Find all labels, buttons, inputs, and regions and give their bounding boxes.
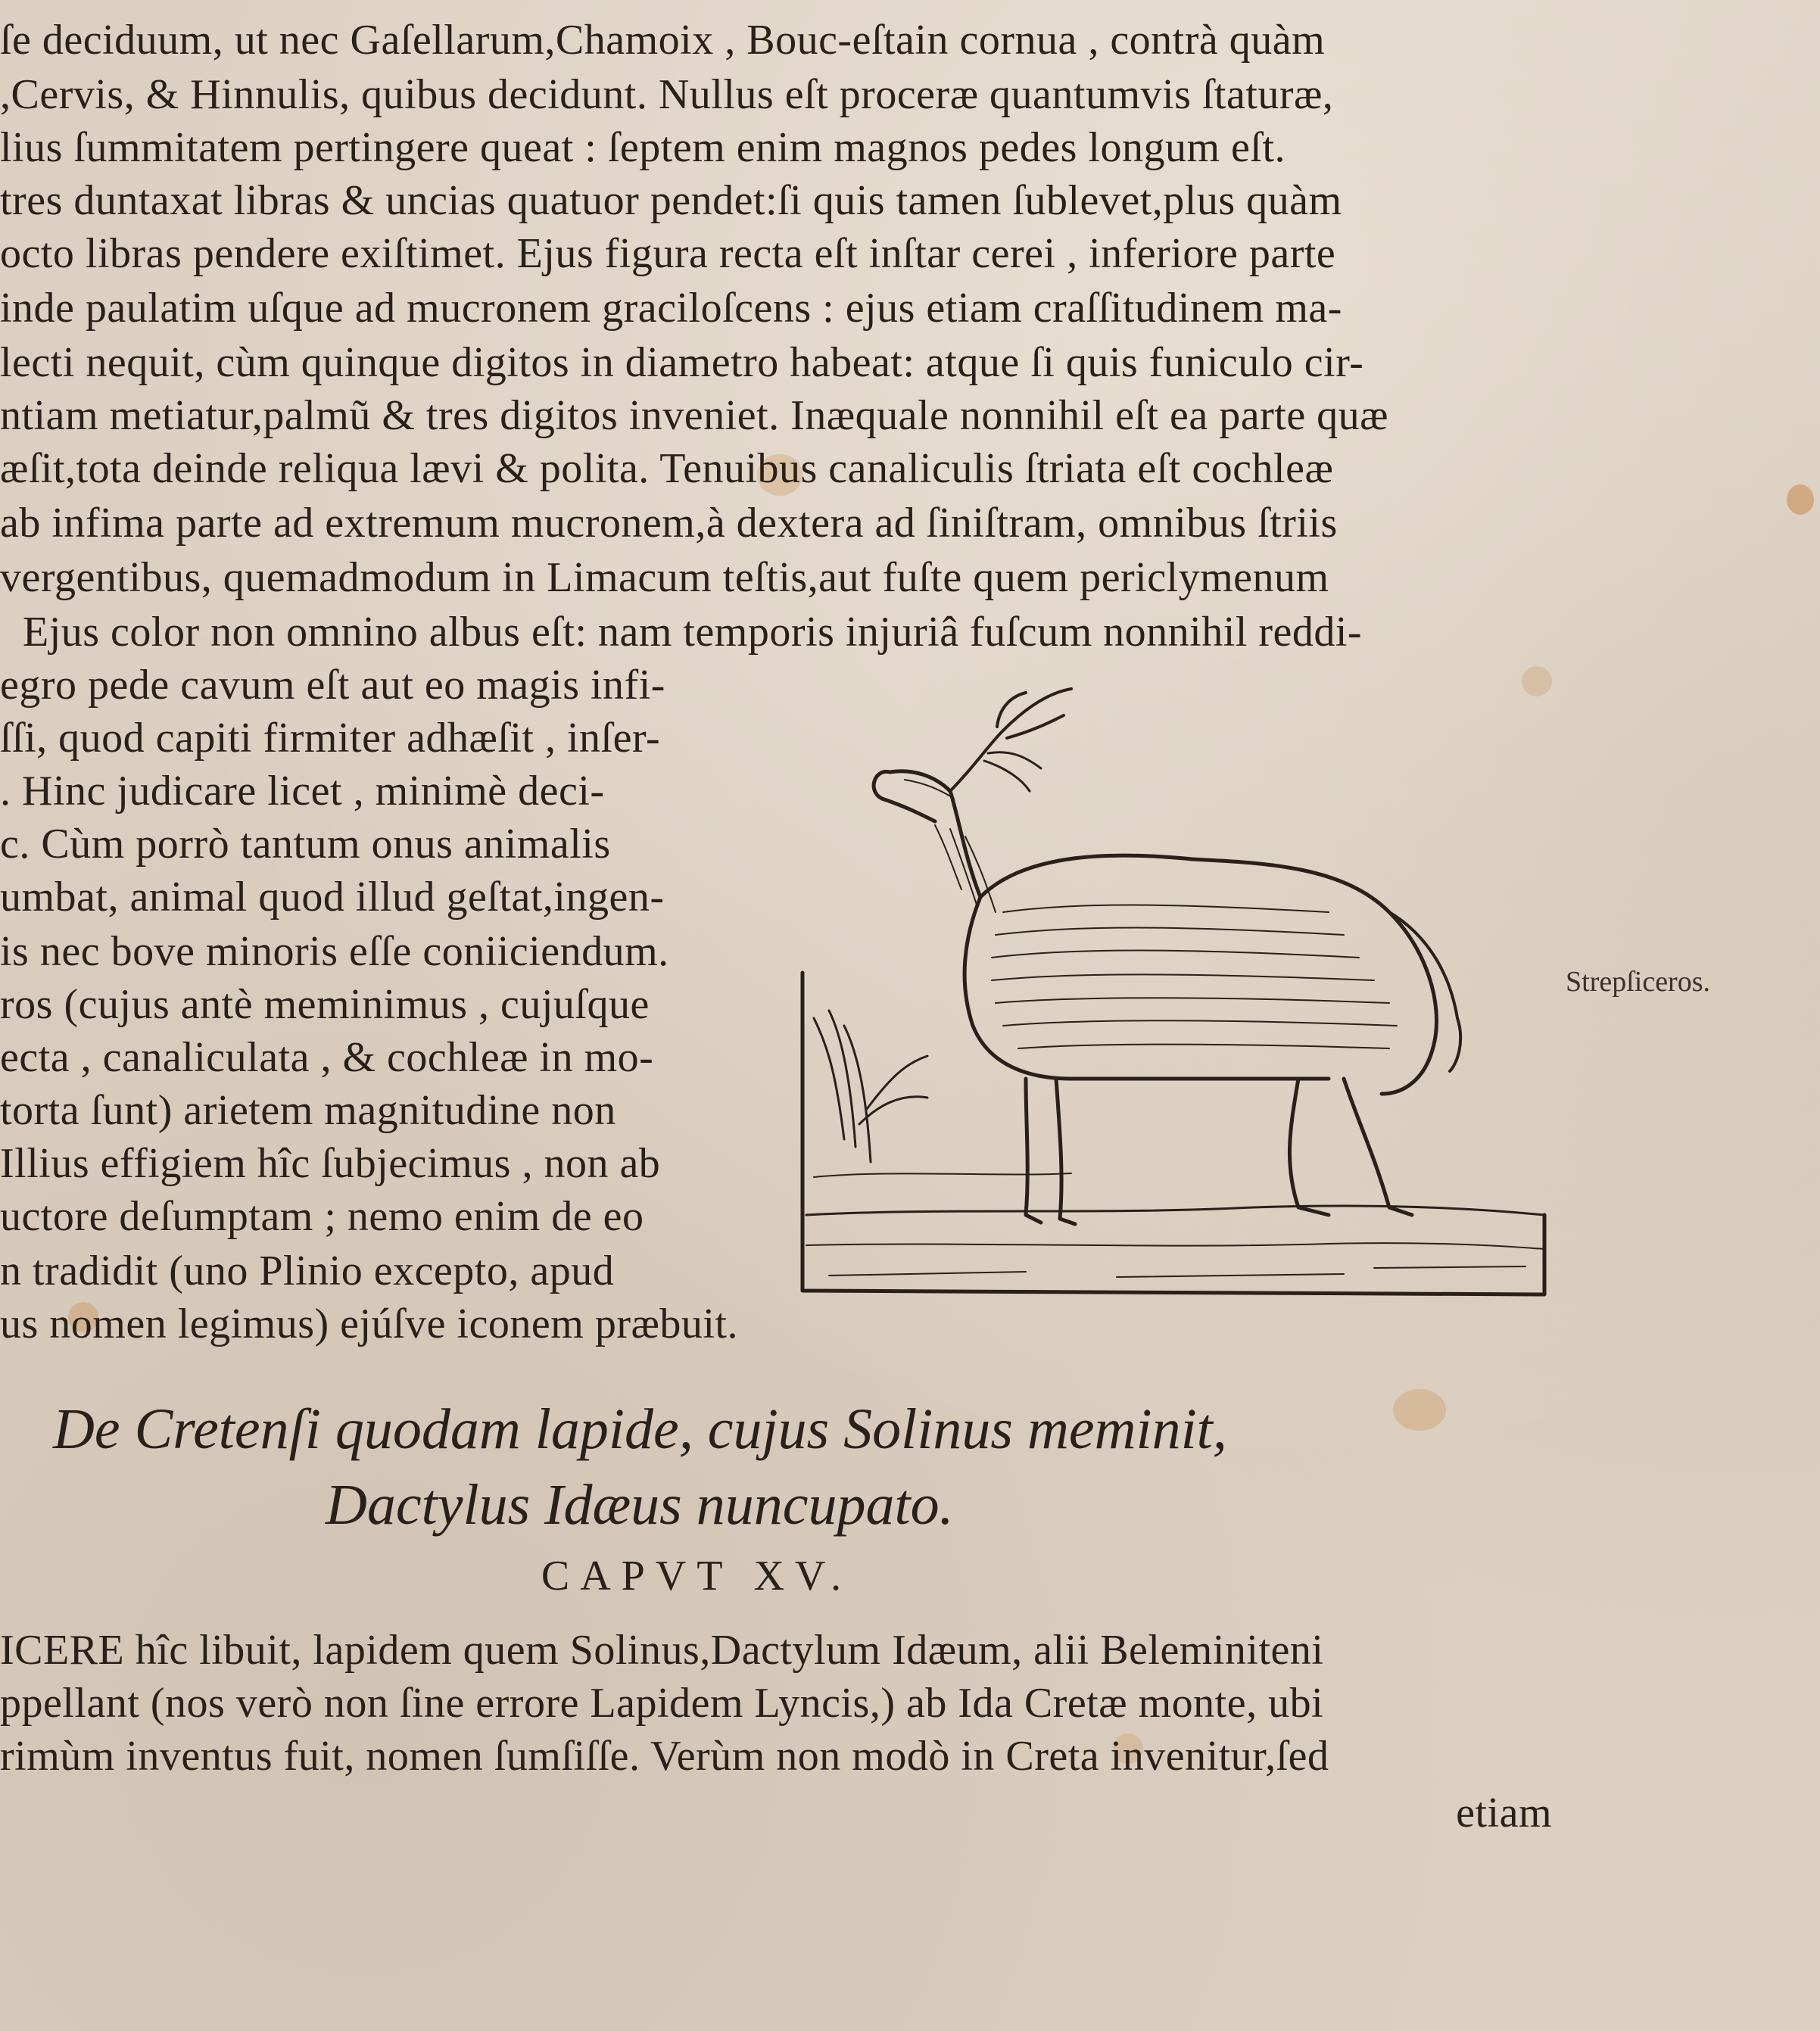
- body-text-line: vergentibus, quemadmodum in Limacum teſtis,aut fuſte quem periclymenum: [0, 554, 1329, 601]
- body-text-line: umbat, animal quod illud geſtat,ingen-: [0, 874, 665, 920]
- body-text-line: Ejus color non omnino albus eſt: nam temporis injuriâ fuſcum nonnihil reddi-: [23, 609, 1363, 656]
- figure-caption: Strepſiceros.: [1566, 966, 1711, 998]
- body-text-line: æſit,tota deinde reliqua lævi & polita. Tenuibus canaliculis ſtriata eſt cochleæ: [0, 445, 1334, 492]
- body-text-line: . Hinc judicare licet , minimè deci-: [0, 768, 605, 815]
- body-text-line: ICERE hîc libuit, lapidem quem Solinus,Dactylum Idæum, alii Beleminiteni: [0, 1627, 1324, 1674]
- body-text-line: ab infima parte ad extremum mucronem,à dextera ad ſiniſtram, omnibus ſtriis: [0, 500, 1338, 547]
- catchword: etiam: [1456, 1790, 1552, 1836]
- foxing-stain: [1393, 1389, 1446, 1431]
- chapter-heading: De Cretenſi quodam lapide, cujus Solinus meminit,: [53, 1397, 1227, 1461]
- strepsiceros-woodcut: [799, 685, 1548, 1298]
- body-text-line: octo libras pendere exiſtimet. Ejus figura recta eſt inſtar cerei , inferiore parte: [0, 230, 1336, 277]
- body-text-line: ppellant (nos verò non ſine errore Lapidem Lyncis,) ab Ida Cretæ monte, ubi: [0, 1680, 1324, 1727]
- body-text-line: torta ſunt) arietem magnitudine non: [0, 1087, 616, 1134]
- body-text-line: ecta , canaliculata , & cochleæ in mo-: [0, 1034, 654, 1081]
- body-text-line: Illius effigiem hîc ſubjecimus , non ab: [0, 1140, 661, 1187]
- body-text-line: is nec bove minoris eſſe coniiciendum.: [0, 928, 669, 975]
- body-text-line: ſe deciduum, ut nec Gaſellarum,Chamoix , Bouc-eſtain cornua , contrà quàm: [0, 17, 1326, 64]
- chapter-heading-line2: Dactylus Idæus nuncupato.: [326, 1473, 954, 1537]
- body-text-line: us nomen legimus) ejúſve iconem præbuit.: [0, 1301, 738, 1347]
- body-text-line: c. Cùm porrò tantum onus animalis: [0, 821, 611, 868]
- body-text-line: tres duntaxat libras & uncias quatuor pendet:ſi quis tamen ſublevet,plus quàm: [0, 177, 1342, 224]
- body-text-line: ,Cervis, & Hinnulis, quibus decidunt. Nullus eſt proceræ quantumvis ſtaturæ,: [0, 71, 1334, 118]
- body-text-line: n tradidit (uno Plinio excepto, apud: [0, 1248, 615, 1294]
- body-text-line: ſſi, quod capiti firmiter adhæſit , inſer-: [0, 715, 661, 762]
- body-text-line: ros (cujus antè meminimus , cujuſque: [0, 981, 650, 1028]
- body-text-line: lius ſummitatem pertingere queat : ſeptem enim magnos pedes longum eſt.: [0, 124, 1286, 171]
- foxing-stain: [1787, 484, 1814, 515]
- body-text-line: uctore deſumptam ; nemo enim de eo: [0, 1193, 644, 1240]
- body-text-line: egro pede cavum eſt aut eo magis infi-: [0, 662, 665, 709]
- body-text-line: inde paulatim uſque ad mucronem graciloſcens : ejus etiam craſſitudinem ma-: [0, 285, 1342, 332]
- body-text-line: rimùm inventus fuit, nomen ſumſiſſe. Verùm non modò in Creta invenitur,ſed: [0, 1733, 1329, 1780]
- body-text-line: ntiam metiatur,palmũ & tres digitos inveniet. Inæquale nonnihil eſt ea parte quæ: [0, 392, 1389, 439]
- body-text-line: lecti nequit, cùm quinque digitos in diametro habeat: atque ſi quis funiculo cir-: [0, 339, 1364, 386]
- chapter-number: CAPVT XV.: [541, 1553, 852, 1600]
